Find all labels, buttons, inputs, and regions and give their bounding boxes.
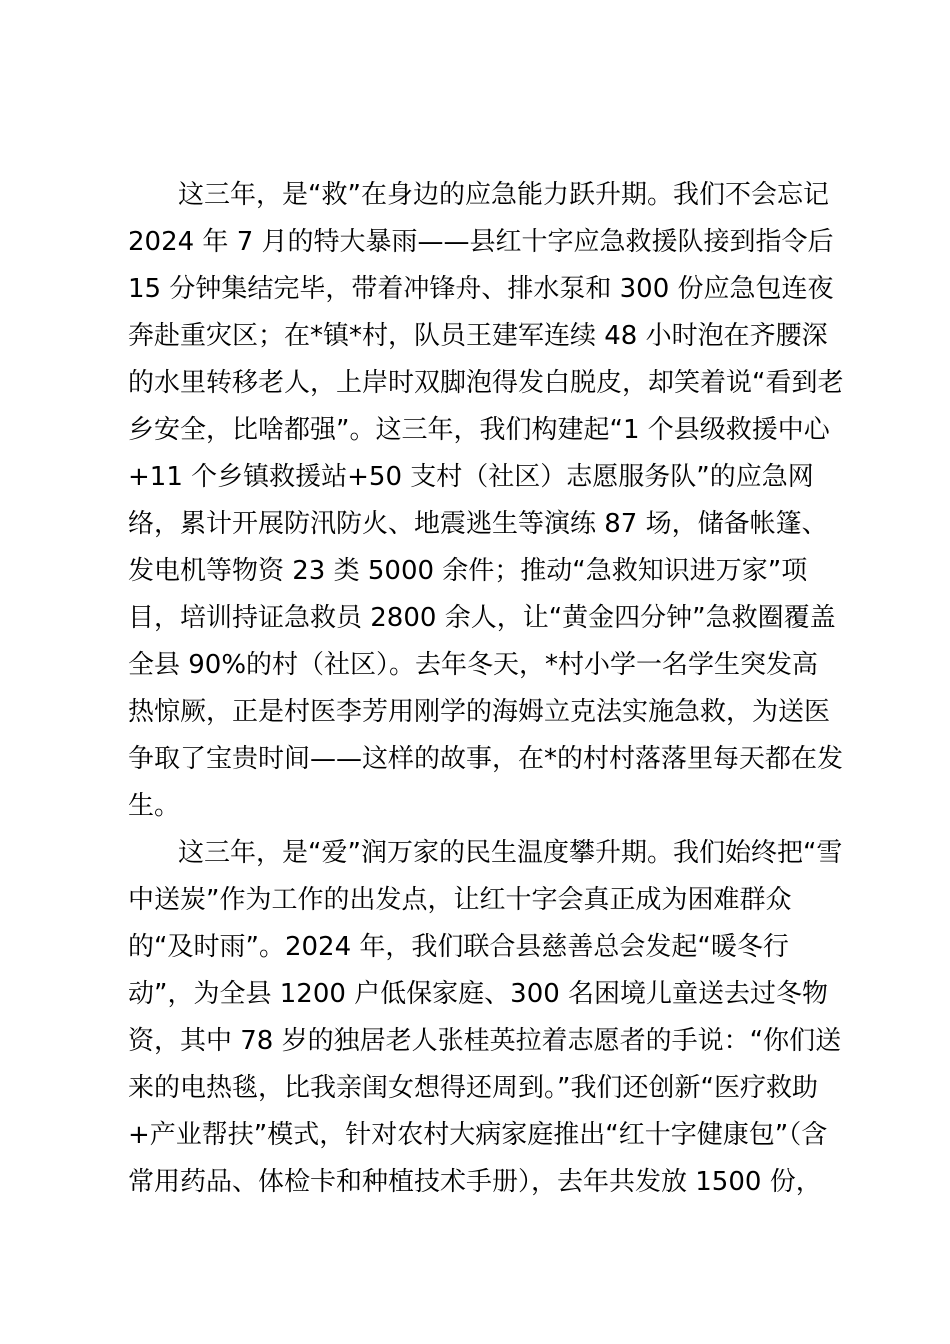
text-line: 生。 (128, 791, 181, 821)
text-line: 乡安全，比啥都强”。这三年，我们构建起“1 个县级救援中心 (128, 415, 830, 445)
body-text (128, 172, 844, 1206)
text-line: 动”，为全县 1200 户低保家庭、300 名困境儿童送去过冬物 (128, 979, 829, 1009)
text-line: 发电机等物资 23 类 5000 余件；推动“急救知识进万家”项 (128, 556, 808, 586)
text-line: +11 个乡镇救援站+50 支村（社区）志愿服务队”的应急网 (128, 462, 814, 492)
text-line: 这三年，是“救”在身边的应急能力跃升期。我们不会忘记 (178, 180, 829, 210)
text-line: 的“及时雨”。2024 年，我们联合县慈善总会发起“暖冬行 (128, 932, 789, 962)
paragraph-emergency-response (128, 172, 844, 830)
text-line: 全县 90%的村（社区）。去年冬天，*村小学一名学生突发高 (128, 650, 819, 680)
text-line: 奔赴重灾区；在*镇*村，队员王建军连续 48 小时泡在齐腰深 (128, 321, 828, 351)
text-line: 资，其中 78 岁的独居老人张桂英拉着志愿者的手说：“你们送 (128, 1026, 842, 1056)
text-line: 中送炭”作为工作的出发点，让红十字会真正成为困难群众 (128, 885, 792, 915)
paragraph-livelihood-support (128, 830, 843, 1206)
text-line: 15 分钟集结完毕，带着冲锋舟、排水泵和 300 份应急包连夜 (128, 274, 834, 304)
text-line: 热惊厥，正是村医李芳用刚学的海姆立克法实施急救，为送医 (128, 697, 831, 727)
text-line: 络，累计开展防汛防火、地震逃生等演练 87 场，储备帐篷、 (128, 509, 828, 539)
text-line: 目，培训持证急救员 2800 余人，让“黄金四分钟”急救圈覆盖 (128, 603, 836, 633)
text-line: 来的电热毯，比我亲闺女想得还周到。”我们还创新“医疗救助 (128, 1073, 818, 1103)
text-line: 争取了宝贵时间——这样的故事，在*的村村落落里每天都在发 (128, 744, 844, 774)
text-line: 2024 年 7 月的特大暴雨——县红十字应急救援队接到指令后 (128, 227, 834, 257)
text-line: +产业帮扶”模式，针对农村大病家庭推出“红十字健康包”（含 (128, 1120, 828, 1150)
text-line: 常用药品、体检卡和种植技术手册），去年共发放 1500 份， (128, 1167, 822, 1197)
text-line: 这三年，是“爱”润万家的民生温度攀升期。我们始终把“雪 (178, 838, 843, 868)
text-line: 的水里转移老人，上岸时双脚泡得发白脱皮，却笑着说“看到老 (128, 368, 844, 398)
